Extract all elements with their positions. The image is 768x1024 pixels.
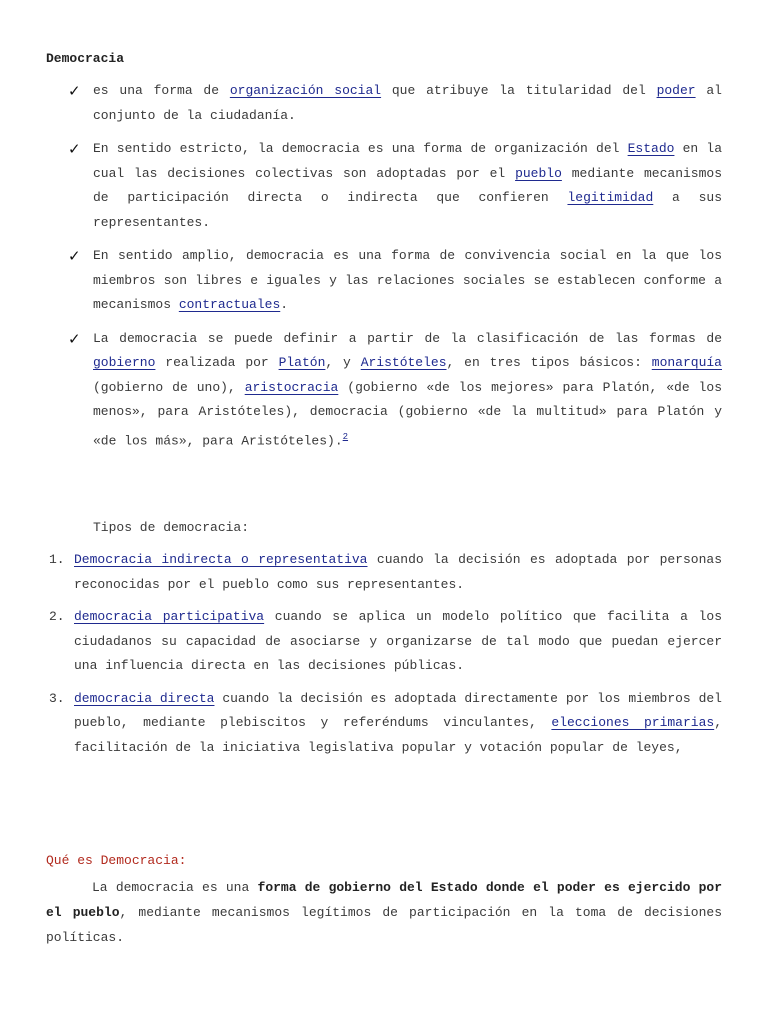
link-democracia-directa[interactable]: democracia directa	[74, 690, 215, 706]
text-span: .	[280, 297, 289, 312]
text-span: , facilitación de la iniciativa legislativa popular y votación popular de leyes,	[74, 715, 722, 755]
footnote-link[interactable]: 2	[342, 431, 349, 442]
text-span: , mediante mecanismos legítimos de participación en la toma de decisiones políticas.	[46, 905, 722, 945]
text-span: En sentido amplio, democracia es una forma de convivencia social en la que los miembros son libres e iguales y las relaciones sociales se establecen conforme a mecanismos	[93, 248, 722, 312]
link-legitimidad[interactable]: legitimidad	[567, 190, 654, 205]
definition-list	[68, 79, 722, 462]
link-estado[interactable]: Estado	[627, 141, 675, 156]
link-elecciones-primarias[interactable]: elecciones primarias	[551, 715, 715, 730]
link-platon[interactable]: Platón	[278, 355, 326, 370]
text-span: en la cual las decisiones colectivas son adoptadas por el	[93, 141, 722, 181]
link-aristocracia[interactable]: aristocracia	[244, 379, 339, 395]
text-span: (gobierno «de los mejores» para Platón, «de los menos», para Aristóteles), democracia (gobierno «de la multitud» para Platón y «de los más», para Aristóteles).	[93, 379, 722, 448]
text-span: La democracia es una	[92, 880, 258, 895]
check-mark-icon: ✓	[68, 329, 81, 348]
section-heading-que-es: Qué es Democracia:	[46, 853, 187, 868]
link-contractuales[interactable]: contractuales	[178, 297, 281, 312]
text-span: (gobierno de uno),	[93, 379, 245, 395]
text-span: , en tres tipos básicos:	[446, 355, 652, 370]
check-mark-icon: ✓	[68, 247, 81, 265]
list-number: 1.	[49, 552, 65, 567]
link-organizacion-social[interactable]: organización social	[229, 83, 382, 98]
definition-item	[68, 244, 722, 318]
definition-item	[68, 137, 722, 235]
list-number: 3.	[49, 690, 65, 706]
link-aristoteles[interactable]: Aristóteles	[360, 355, 447, 370]
text-span: a sus representantes.	[93, 190, 722, 230]
text-span: , y	[325, 355, 361, 370]
document-title: Democracia	[46, 51, 125, 66]
text-span: mediante mecanismos de participación directa o indirecta que confieren	[93, 165, 722, 205]
check-mark-icon: ✓	[68, 82, 81, 100]
text-span: es una forma de	[93, 83, 230, 98]
tipos-list	[46, 548, 722, 768]
bold-phrase: forma de gobierno del Estado donde el poder es ejercido por el pueblo	[46, 880, 722, 920]
link-monarquia[interactable]: monarquía	[651, 355, 722, 370]
link-democracia-participativa[interactable]: democracia participativa	[74, 609, 265, 624]
text-span: cuando se aplica un modelo político que facilita a los ciudadanos su capacidad de asociarse y organizarse de tal modo que puedan ejercer una influencia directa en las decisiones públicas.	[74, 609, 723, 673]
link-pueblo[interactable]: pueblo	[515, 165, 562, 181]
text-span: En sentido estricto, la democracia es una forma de organización del	[93, 141, 628, 156]
text-span: La democracia se puede definir a partir de la clasificación de las formas de	[93, 330, 722, 346]
link-gobierno[interactable]: gobierno	[93, 355, 156, 370]
check-mark-icon: ✓	[68, 140, 81, 158]
text-span: realizada por	[155, 355, 279, 370]
link-poder[interactable]: poder	[656, 83, 696, 98]
definition-item	[68, 327, 722, 454]
list-item	[46, 605, 722, 679]
section-heading-tipos: Tipos de democracia:	[93, 520, 250, 535]
text-span: al conjunto de la ciudadanía.	[93, 83, 722, 123]
definition-item	[68, 79, 722, 128]
list-number: 2.	[49, 609, 65, 624]
link-democracia-indirecta[interactable]: Democracia indirecta o representativa	[74, 552, 368, 567]
list-item	[46, 548, 722, 597]
text-span: cuando la decisión es adoptada por personas reconocidas por el pueblo como sus representantes.	[74, 552, 722, 592]
text-span: cuando la decisión es adoptada directamente por los miembros del pueblo, mediante plebiscitos y referéndums vinculantes,	[74, 690, 722, 730]
text-span: que atribuye la titularidad del	[381, 83, 657, 98]
definition-paragraph	[46, 875, 722, 950]
list-item	[46, 687, 722, 761]
